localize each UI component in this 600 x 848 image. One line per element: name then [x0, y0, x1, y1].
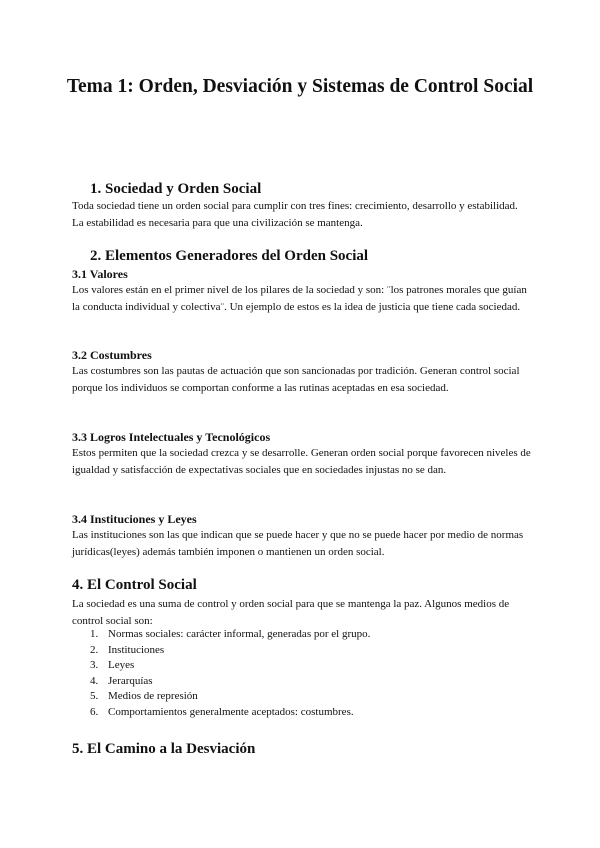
control-means-list	[72, 627, 532, 721]
list-item	[72, 705, 532, 721]
subsection-paragraph: Las instituciones son las que indican que se puede hacer y que no se puede hacer por medio de normas jurídicas(leyes) además también imponen o mantienen un orden social.	[72, 529, 524, 558]
document-title: Tema 1: Orden, Desviación y Sistemas de Control Social	[66, 76, 534, 97]
list-item	[72, 643, 532, 659]
section-title: Elementos Generadores del Orden Social	[105, 248, 369, 264]
section-number: 5.	[72, 741, 84, 757]
section-paragraph: La sociedad es una suma de control y orden social para que se mantenga la paz. Algunos medios de control social son:	[72, 598, 510, 627]
section-title: Sociedad y Orden Social	[105, 181, 262, 197]
list-marker: 3.	[90, 659, 99, 672]
list-item-text: Instituciones	[108, 643, 165, 656]
list-item-text: Comportamientos generalmente aceptados: costumbres.	[108, 705, 354, 718]
list-item-text: Leyes	[108, 659, 135, 672]
section-heading-2	[90, 247, 368, 265]
list-item	[72, 674, 532, 690]
section-number: 4.	[72, 577, 84, 593]
list-item	[72, 627, 532, 643]
subsection-paragraph: Estos permiten que la sociedad crezca y se desarrolle. Generan orden social porque favorecen niveles de igualdad y satisfacción de expectativas sociales que en sociedades injustas no se dan.	[72, 447, 531, 476]
subsection-heading: 3.4 Instituciones y Leyes	[72, 512, 197, 526]
list-item	[72, 658, 532, 674]
section-title: El Camino a la Desviación	[87, 741, 256, 757]
list-marker: 6.	[90, 705, 99, 718]
subsection-heading: 3.3 Logros Intelectuales y Tecnológicos	[72, 430, 271, 444]
section-heading-5	[72, 740, 255, 758]
section-number: 2.	[90, 248, 102, 264]
section-number: 1.	[90, 181, 102, 197]
list-item-text: Normas sociales: carácter informal, generadas por el grupo.	[108, 628, 371, 640]
list-marker: 2.	[90, 643, 99, 656]
list-item	[72, 689, 532, 705]
section-paragraph: Toda sociedad tiene un orden social para cumplir con tres fines: crecimiento, desarrollo y estabilidad. La estabilidad es necesaria para que una civilización se mantenga.	[72, 200, 518, 229]
list-item-text: Medios de represión	[108, 690, 198, 703]
section-title: El Control Social	[87, 577, 197, 593]
section-heading-1	[90, 180, 261, 198]
list-marker: 4.	[90, 674, 99, 687]
subsection-paragraph: Las costumbres son las pautas de actuación que son sancionadas por tradición. Generan control social porque los individuos se comportan conforme a las rutinas aceptadas en esa sociedad.	[72, 365, 520, 394]
subsection-heading: 3.1 Valores	[72, 267, 128, 281]
list-item-text: Jerarquías	[108, 674, 153, 687]
section-heading-4	[72, 576, 197, 594]
subsection-heading: 3.2 Costumbres	[72, 348, 152, 362]
list-marker: 5.	[90, 690, 99, 703]
list-marker: 1.	[90, 628, 99, 640]
subsection-paragraph: Los valores están en el primer nivel de los pilares de la sociedad y son: ¨los patrones morales que guían la conducta individual y colectiva¨. Un ejemplo de estos es la idea de justicia que tiene cada sociedad.	[72, 284, 527, 313]
